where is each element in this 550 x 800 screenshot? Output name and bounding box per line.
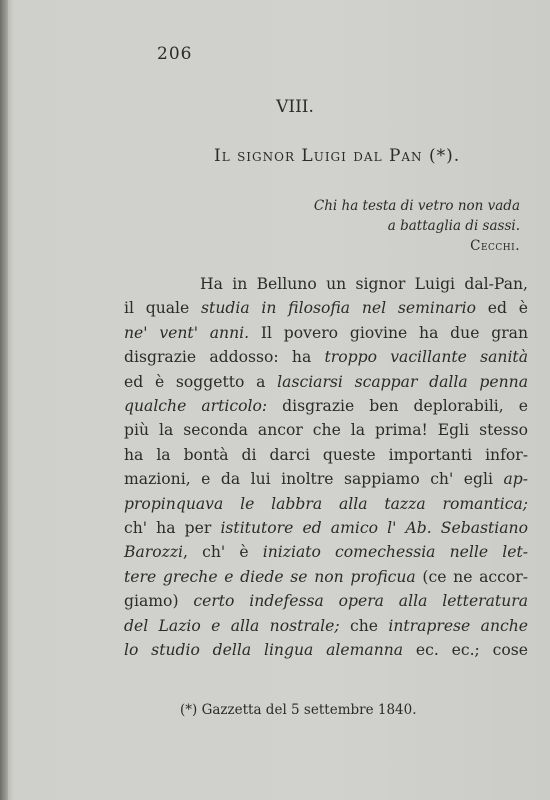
italic-text: propinquava le labbra alla tazza romantica; <box>124 494 528 513</box>
text-run: ec. ec.; cose <box>403 641 528 660</box>
italic-text: ne' vent' anni. <box>124 323 250 342</box>
italic-text: studia in filosofia nel seminario <box>201 299 477 318</box>
text-run: Il povero giovine ha due gran <box>249 323 528 342</box>
text-line <box>124 467 528 491</box>
italic-text: intraprese anche <box>388 616 528 635</box>
text-run: più la seconda ancor che la prima! Egli stesso <box>124 421 528 440</box>
text-run: ed è soggetto a <box>124 372 278 391</box>
italic-text: iniziato comechessia nelle let- <box>262 543 529 562</box>
text-line <box>124 443 528 467</box>
text-line <box>124 370 528 394</box>
text-line <box>124 394 528 418</box>
italic-text: certo indefessa opera alla letteratura <box>193 592 528 611</box>
text-run: Ha in Belluno un signor Luigi dal-Pan, <box>200 275 528 293</box>
text-line <box>124 272 528 296</box>
text-run: disgrazie ben deplorabili, e <box>267 397 528 416</box>
text-line <box>124 614 528 638</box>
text-run: il quale <box>124 299 202 318</box>
text-line <box>124 321 528 345</box>
text-line <box>124 589 528 613</box>
page-binding-edge <box>0 0 8 800</box>
footnote: (*) Gazzetta del 5 settembre 1840. <box>180 702 417 718</box>
italic-text: del Lazio e alla nostrale; <box>124 616 340 635</box>
italic-text: lasciarsi scappar dalla penna <box>277 372 528 391</box>
text-line <box>124 418 528 442</box>
text-run: mazioni, e da lui inoltre sappiamo ch' egli <box>124 470 504 489</box>
text-line <box>124 565 528 589</box>
text-run: , ch' è <box>183 543 263 562</box>
text-run: (ce ne accor- <box>415 567 528 586</box>
italic-text: tere greche e diede se non proficua <box>124 567 416 586</box>
text-run: ed è <box>476 299 528 318</box>
italic-text: troppo vacillante sanità <box>324 348 528 367</box>
body-paragraph <box>124 272 528 663</box>
chapter-number: VIII. <box>276 97 314 117</box>
epigraph-line: a battaglia di sassi. <box>387 218 520 234</box>
italic-text: istitutore ed amico l' Ab. Sebastiano <box>220 519 528 538</box>
italic-text: lo studio della lingua alemanna <box>124 641 404 660</box>
text-run: che <box>339 616 389 635</box>
text-run: giamo) <box>124 592 194 611</box>
epigraph-line: Chi ha testa di vetro non vada <box>313 198 520 214</box>
text-line <box>124 516 528 540</box>
text-line <box>124 492 528 516</box>
text-line <box>124 638 528 662</box>
text-run: ch' ha per <box>124 519 221 538</box>
page-number: 206 <box>157 44 193 64</box>
italic-text: qualche articolo: <box>124 397 268 416</box>
italic-text: ap- <box>503 470 528 489</box>
italic-text: Barozzi <box>124 543 184 562</box>
epigraph-author: Cecchi. <box>470 238 520 254</box>
text-run: ha la bontà di darci queste importanti infor- <box>124 445 528 464</box>
epigraph <box>314 196 520 256</box>
text-line <box>124 296 528 320</box>
text-line <box>124 345 528 369</box>
chapter-title: Il signor Luigi dal Pan (*). <box>214 146 461 166</box>
text-run: disgrazie addosso: ha <box>124 348 325 367</box>
text-line <box>124 540 528 564</box>
